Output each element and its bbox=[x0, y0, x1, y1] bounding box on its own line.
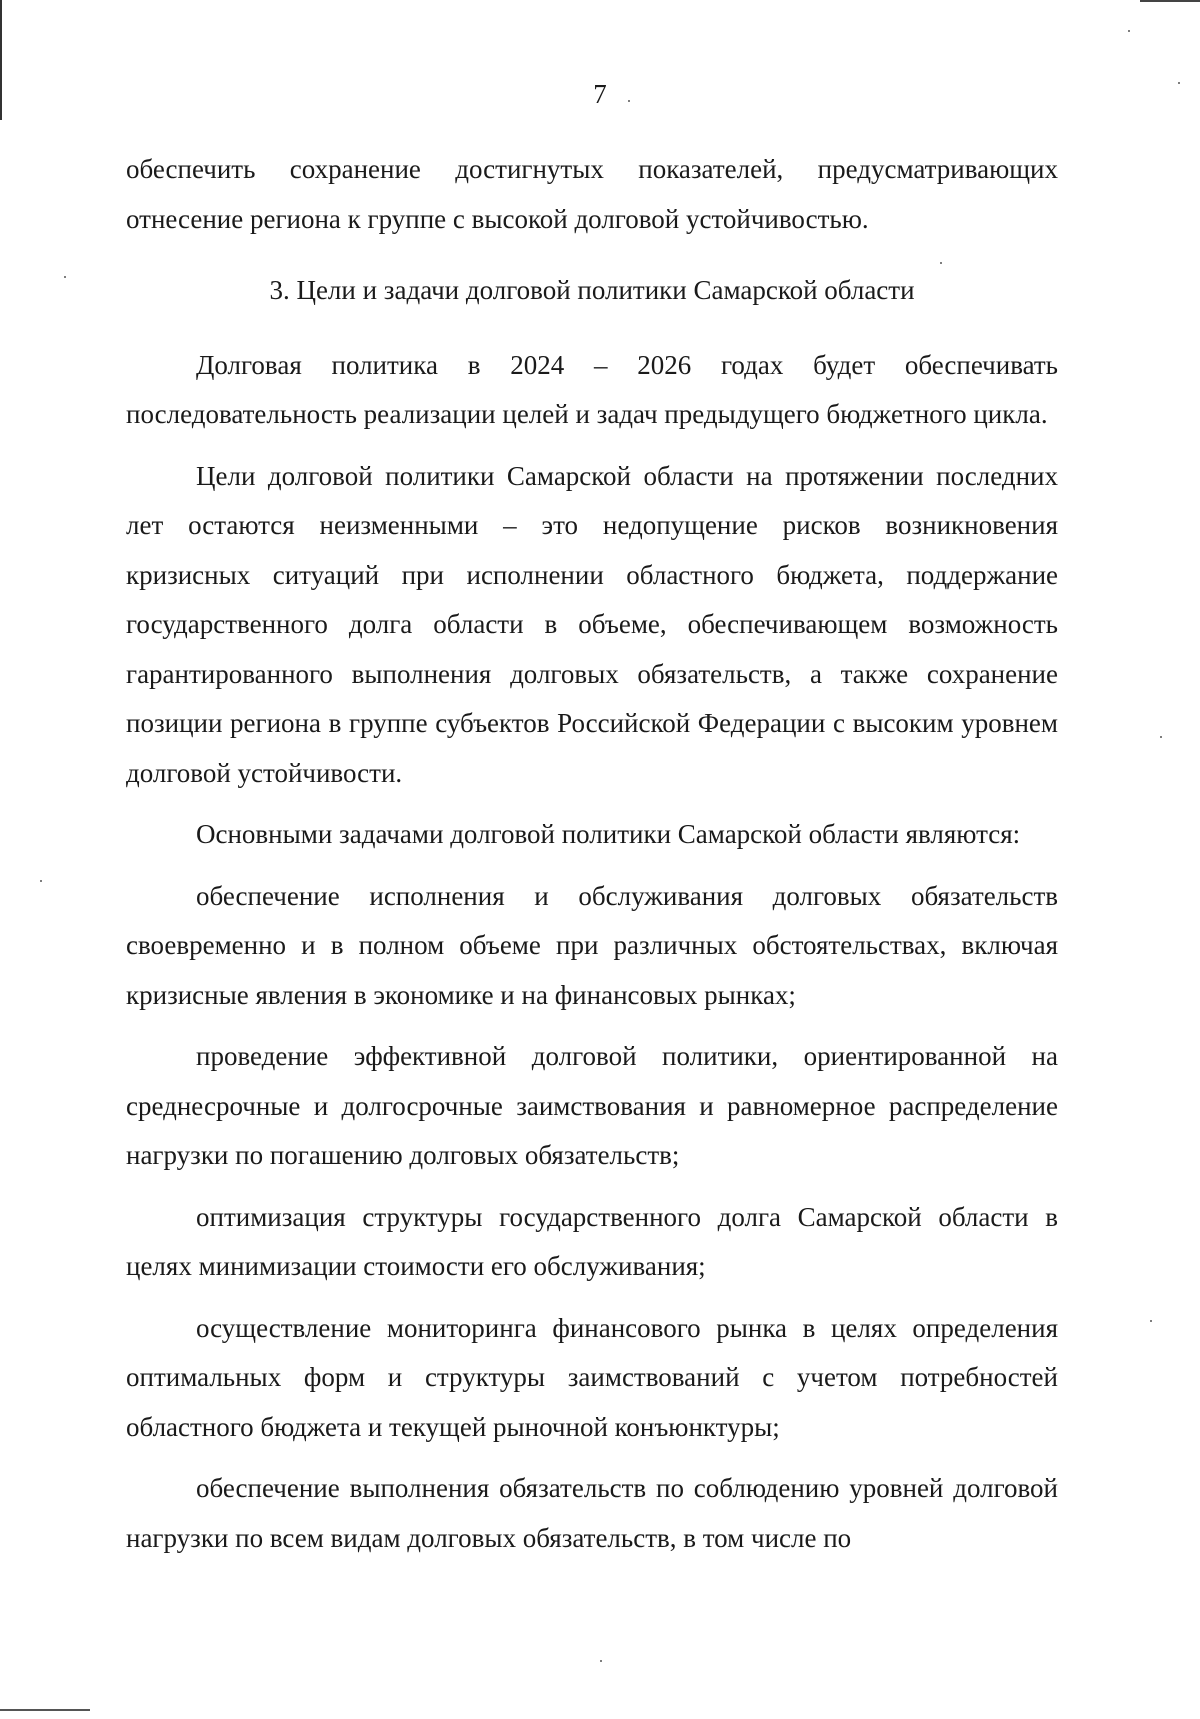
scan-speck bbox=[1178, 82, 1180, 84]
paragraph: Цели долговой политики Самарской области на протяжении последних лет остаются неизменными – это недопущение рисков возникновения кризисных ситуаций при исполнении областного бюджета, поддержание государственного долга области в объеме, обеспечивающем возможность гарантированного выполнения долговых обязательств, а также сохранение позиции региона в группе субъектов Российской Федерации с высоким уровнем долговой устойчивости. bbox=[126, 460, 1058, 788]
scan-speck bbox=[628, 100, 630, 102]
scan-speck bbox=[1160, 736, 1162, 738]
list-item: оптимизация структуры государственного долга Самарской области в целях минимизации стоимости его обслуживания; bbox=[126, 1201, 1058, 1281]
list-item: осуществление мониторинга финансового рынка в целях определения оптимальных форм и структуры заимствований с учетом потребностей областного бюджета и текущей рыночной конъюнктуры; bbox=[126, 1312, 1058, 1442]
paragraph: Основными задачами долговой политики Самарской области являются: bbox=[196, 819, 1021, 849]
scan-edge-bottom-left bbox=[0, 1709, 90, 1711]
paragraph-continuation: обеспечить сохранение достигнутых показателей, предусматривающих отнесение региона к группе с высокой долговой устойчивостью. bbox=[126, 154, 1058, 234]
paragraph: Долговая политика в 2024 – 2026 годах будет обеспечивать последовательность реализации целей и задач предыдущего бюджетного цикла. bbox=[126, 349, 1058, 429]
scan-edge-top-right bbox=[1140, 0, 1200, 2]
section-heading: 3. Цели и задачи долговой политики Самарской области bbox=[269, 275, 915, 305]
list-item: обеспечение выполнения обязательств по соблюдению уровней долговой нагрузки по всем видам долговых обязательств, в том числе по bbox=[126, 1473, 1058, 1553]
page-number: 7 bbox=[593, 79, 607, 109]
document-body bbox=[126, 145, 1058, 1563]
scan-speck bbox=[1150, 1320, 1152, 1322]
list-item: проведение эффективной долговой политики, ориентированной на среднесрочные и долгосрочные заимствования и равномерное распределение нагрузки по погашению долговых обязательств; bbox=[126, 1041, 1058, 1170]
scan-edge-left bbox=[0, 0, 2, 120]
scan-speck bbox=[600, 1660, 602, 1662]
scan-speck bbox=[40, 880, 42, 882]
scan-speck bbox=[1128, 30, 1130, 32]
scan-speck bbox=[64, 276, 66, 278]
list-item: обеспечение исполнения и обслуживания долговых обязательств своевременно и в полном объеме при различных обстоятельствах, включая кризисные явления в экономике и на финансовых рынках; bbox=[126, 880, 1058, 1010]
